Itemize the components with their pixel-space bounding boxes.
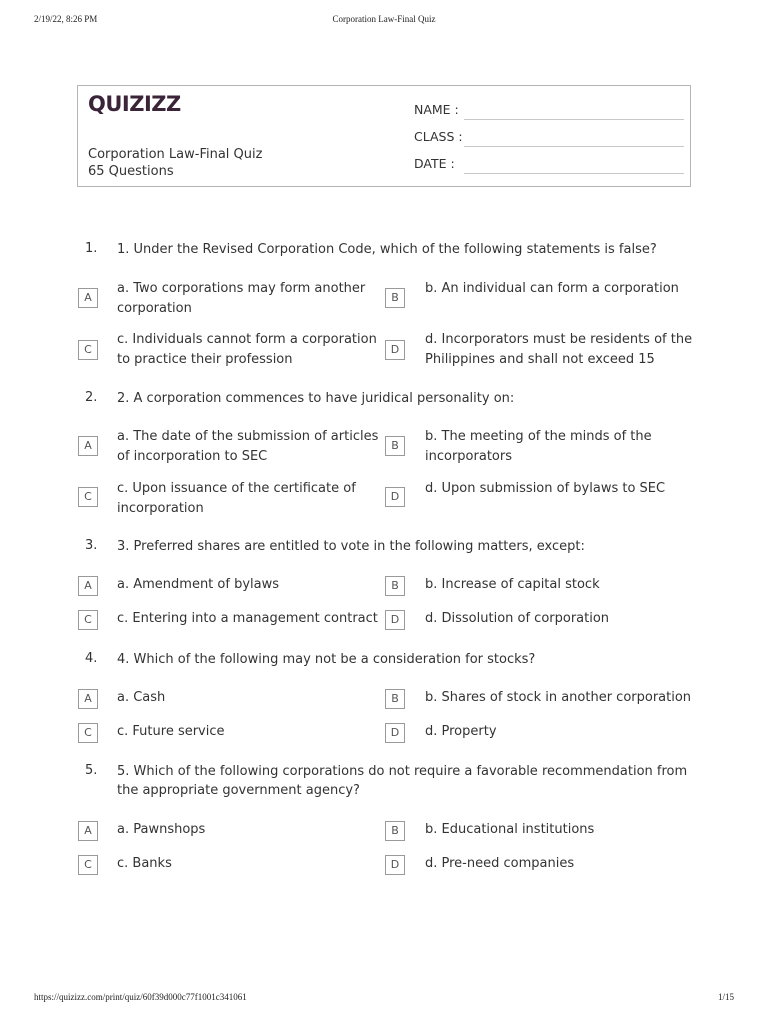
option-b-box[interactable]: B	[385, 288, 405, 308]
option-c-box[interactable]: C	[78, 723, 98, 743]
class-field[interactable]	[414, 129, 684, 147]
class-label: CLASS :	[414, 129, 463, 144]
class-line	[464, 146, 684, 147]
option-a-text: a. Amendment of bylaws	[117, 577, 279, 592]
option-b-box[interactable]: B	[385, 689, 405, 709]
question-text: 4. Which of the following may not be a consideration for stocks?	[117, 652, 536, 667]
quiz-title: Corporation Law-Final Quiz	[88, 147, 263, 162]
option-a-box[interactable]: A	[78, 689, 98, 709]
option-c-box[interactable]: C	[78, 855, 98, 875]
option-a-text: a. Pawnshops	[117, 822, 206, 837]
option-c-text: c. Entering into a management contract	[117, 611, 378, 626]
option-c-box[interactable]: C	[78, 610, 98, 630]
option-d-box[interactable]: D	[385, 610, 405, 630]
question-text: 1. Under the Revised Corporation Code, which of the following statements is false?	[117, 242, 657, 257]
quiz-header-box	[77, 85, 691, 187]
option-d-box[interactable]: D	[385, 855, 405, 875]
print-footer	[0, 992, 768, 1006]
question-text: 2. A corporation commences to have juridical personality on:	[117, 391, 515, 406]
option-a-box[interactable]: A	[78, 288, 98, 308]
option-c-text: c. Individuals cannot form a corporation to practice their profession	[117, 332, 377, 367]
option-c-box[interactable]: C	[78, 487, 98, 507]
date-field[interactable]	[414, 156, 684, 174]
quizizz-logo: QUIZIZZ	[88, 92, 181, 116]
option-d-text: d. Pre-need companies	[425, 856, 575, 871]
option-b-text: b. Increase of capital stock	[425, 577, 600, 592]
question-number: 1.	[85, 241, 98, 256]
option-c-text: c. Upon issuance of the certificate of incorporation	[117, 481, 356, 516]
option-c-text: c. Future service	[117, 724, 225, 739]
option-d-text: d. Incorporators must be residents of the Philippines and shall not exceed 15	[425, 332, 693, 367]
name-line	[464, 119, 684, 120]
option-c-text: c. Banks	[117, 856, 172, 871]
option-d-text: d. Property	[425, 724, 497, 739]
option-b-text: b. The meeting of the minds of the incorporators	[425, 429, 652, 464]
option-b-text: b. Shares of stock in another corporation	[425, 690, 692, 705]
option-c-box[interactable]: C	[78, 340, 98, 360]
option-a-box[interactable]: A	[78, 436, 98, 456]
option-b-box[interactable]: B	[385, 821, 405, 841]
name-field[interactable]	[414, 102, 684, 120]
print-header	[0, 14, 768, 28]
option-a-text: a. Two corporations may form another corporation	[117, 281, 366, 316]
name-label: NAME :	[414, 102, 459, 117]
question-number: 4.	[85, 651, 98, 666]
question-text: 3. Preferred shares are entitled to vote in the following matters, except:	[117, 539, 585, 554]
option-b-box[interactable]: B	[385, 436, 405, 456]
page-number: 1/15	[717, 992, 734, 1002]
print-title: Corporation Law-Final Quiz	[332, 14, 436, 24]
date-label: DATE :	[414, 156, 455, 171]
option-d-box[interactable]: D	[385, 723, 405, 743]
print-url[interactable]: https://quizizz.com/print/quiz/60f39d000c77f1001c341061	[34, 992, 247, 1002]
question-number: 3.	[85, 538, 98, 553]
option-a-text: a. The date of the submission of articles of incorporation to SEC	[117, 429, 379, 464]
option-b-text: b. An individual can form a corporation	[425, 281, 679, 296]
option-d-text: d. Dissolution of corporation	[425, 611, 610, 626]
question-text: 5. Which of the following corporations do not require a favorable recommendation from the appropriate government agency?	[117, 764, 688, 798]
option-a-box[interactable]: A	[78, 821, 98, 841]
question-number: 2.	[85, 390, 98, 405]
print-datetime: 2/19/22, 8:26 PM	[34, 14, 98, 24]
option-b-text: b. Educational institutions	[425, 822, 595, 837]
option-d-text: d. Upon submission of bylaws to SEC	[425, 481, 666, 496]
date-line	[464, 173, 684, 174]
option-a-box[interactable]: A	[78, 576, 98, 596]
question-number: 5.	[85, 763, 98, 778]
option-b-box[interactable]: B	[385, 576, 405, 596]
option-d-box[interactable]: D	[385, 340, 405, 360]
option-a-text: a. Cash	[117, 690, 166, 705]
option-d-box[interactable]: D	[385, 487, 405, 507]
question-count: 65 Questions	[88, 164, 174, 179]
